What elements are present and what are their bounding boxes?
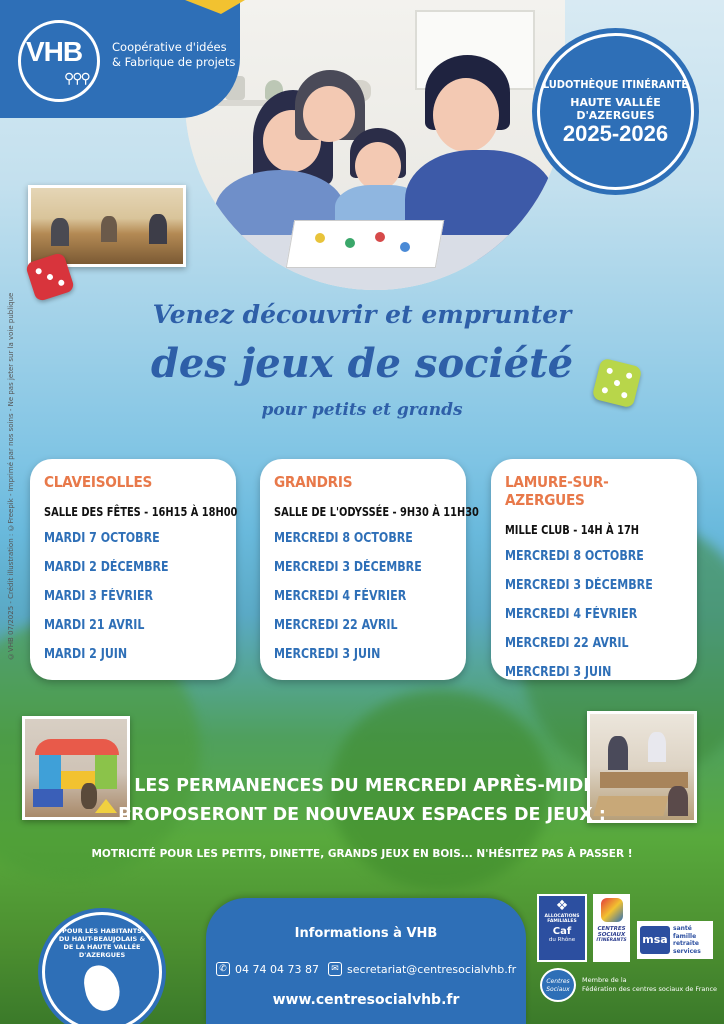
date-item: MERCREDI 4 FÉVRIER bbox=[274, 589, 407, 604]
region-badge bbox=[42, 912, 162, 1024]
email-icon: ✉ bbox=[328, 962, 342, 976]
tagline-line-2: & Fabrique de projets bbox=[112, 55, 236, 69]
town-name: LAMURE-SUR-AZERGUES bbox=[505, 473, 609, 509]
email-contact[interactable] bbox=[328, 962, 516, 976]
federation-text-2: Fédération des centres sociaux de France bbox=[582, 985, 718, 993]
federation-text bbox=[582, 976, 718, 994]
caf-emblem-icon: ❖ bbox=[555, 898, 569, 914]
msa-logo bbox=[637, 921, 713, 959]
venue-time: MILLE CLUB - 14H À 17H bbox=[505, 523, 640, 537]
info-title: Informations à VHB bbox=[294, 926, 438, 941]
date-item: MARDI 3 FÉVRIER bbox=[44, 589, 154, 604]
date-item: MERCREDI 3 JUIN bbox=[505, 665, 612, 680]
federation-text-1: Membre de la bbox=[582, 976, 627, 984]
caf-text-3: Caf bbox=[552, 926, 572, 937]
date-item: MERCREDI 8 OCTOBRE bbox=[274, 531, 413, 546]
date-list bbox=[44, 529, 224, 674]
headline-line-1: Venez découvrir et emprunter bbox=[152, 300, 572, 329]
caf-text-1: ALLOCATIONS bbox=[544, 914, 580, 919]
website-link[interactable]: www.centresocialvhb.fr bbox=[272, 992, 460, 1008]
caf-text-4: du Rhône bbox=[548, 937, 576, 943]
date-item: MERCREDI 22 AVRIL bbox=[505, 636, 629, 651]
csi-emblem-icon bbox=[601, 898, 623, 922]
msa-text-2: famille bbox=[673, 932, 697, 940]
phone-number: 04 74 04 73 87 bbox=[235, 962, 319, 976]
date-item: MERCREDI 3 DÉCEMBRE bbox=[505, 578, 653, 593]
csi-text-3: ITINÉRANTS bbox=[596, 938, 627, 943]
town-name: CLAVEISOLLES bbox=[44, 473, 153, 491]
date-item: MARDI 7 OCTOBRE bbox=[44, 531, 160, 546]
region-map-icon bbox=[81, 962, 122, 1013]
date-item: MERCREDI 4 FÉVRIER bbox=[505, 607, 638, 622]
region-text-2: DU HAUT-BEAUJOLAIS & bbox=[58, 935, 146, 943]
date-item: MERCREDI 3 DÉCEMBRE bbox=[274, 560, 422, 575]
msa-text-3: retraite bbox=[673, 940, 699, 947]
date-list bbox=[505, 547, 685, 692]
location-card-lamure bbox=[491, 459, 697, 680]
logo-tagline bbox=[112, 40, 235, 70]
permanence-line-1: LES PERMANENCES DU MERCREDI APRÈS-MIDI bbox=[134, 776, 590, 796]
msa-text-4: services bbox=[673, 947, 701, 955]
date-item: MERCREDI 3 JUIN bbox=[274, 647, 381, 662]
date-item: MARDI 2 JUIN bbox=[44, 647, 128, 662]
date-item: MARDI 21 AVRIL bbox=[44, 618, 145, 633]
venue-time: SALLE DE L'ODYSSÉE - 9H30 À 11H30 bbox=[274, 505, 479, 519]
date-list bbox=[274, 529, 454, 674]
region-text-3: DE LA HAUTE VALLÉE D'AZERGUES bbox=[63, 943, 141, 959]
date-item: MERCREDI 8 OCTOBRE bbox=[505, 549, 644, 564]
msa-mark: msa bbox=[640, 926, 670, 954]
season-badge bbox=[537, 33, 694, 190]
email-address: secretariat@centresocialvhb.fr bbox=[347, 962, 517, 976]
region-text bbox=[45, 927, 159, 959]
location-card-claveisolles bbox=[30, 459, 236, 680]
headline-line-2: des jeux de société bbox=[150, 340, 574, 387]
date-item: MARDI 2 DÉCEMBRE bbox=[44, 560, 169, 575]
permanence-line-2: PROPOSERONT DE NOUVEAUX ESPACES DE JEUX : bbox=[118, 805, 606, 825]
date-item: MERCREDI 22 AVRIL bbox=[274, 618, 398, 633]
family-illustration bbox=[185, 0, 565, 290]
headline-line-3: pour petits et grands bbox=[261, 400, 463, 420]
side-credit: ©VHB 07/2025 - Crédit illustration : ©Freepik - Imprimé par nos soins - Ne pas jeter sur la voie publique bbox=[7, 292, 15, 660]
centres-sociaux-itinerants-logo bbox=[593, 894, 630, 962]
town-name: GRANDRIS bbox=[274, 473, 353, 491]
phone-icon: ✆ bbox=[216, 962, 230, 976]
venue-time: SALLE DES FÊTES - 16H15 À 18H00 bbox=[44, 505, 238, 519]
permanence-line-3: MOTRICITÉ POUR LES PETITS, DINETTE, GRANDS JEUX EN BOIS... N'HÉSITEZ PAS À PASSER ! bbox=[91, 848, 633, 860]
phone-contact[interactable] bbox=[216, 962, 319, 976]
federation-logo: Centres Sociaux bbox=[540, 968, 576, 1002]
badge-line-2: HAUTE VALLÉE D'AZERGUES bbox=[570, 96, 661, 122]
caf-text-2: FAMILIALES bbox=[547, 919, 577, 924]
location-card-grandris bbox=[260, 459, 479, 680]
tagline-line-1: Coopérative d'idées bbox=[112, 40, 227, 54]
caf-logo bbox=[537, 894, 587, 962]
badge-line-1: LUDOTHÈQUE ITINÉRANTE bbox=[542, 78, 689, 91]
people-icon: ⚲⚲⚲ bbox=[64, 70, 89, 86]
csi-text-2: SOCIAUX bbox=[597, 932, 626, 938]
vhb-logo-text: VHB bbox=[26, 36, 83, 67]
msa-text-1: santé bbox=[673, 925, 692, 932]
region-text-1: POUR LES HABITANTS bbox=[62, 927, 142, 935]
csi-text-1: CENTRES bbox=[597, 926, 626, 932]
badge-year: 2025-2026 bbox=[562, 121, 669, 146]
